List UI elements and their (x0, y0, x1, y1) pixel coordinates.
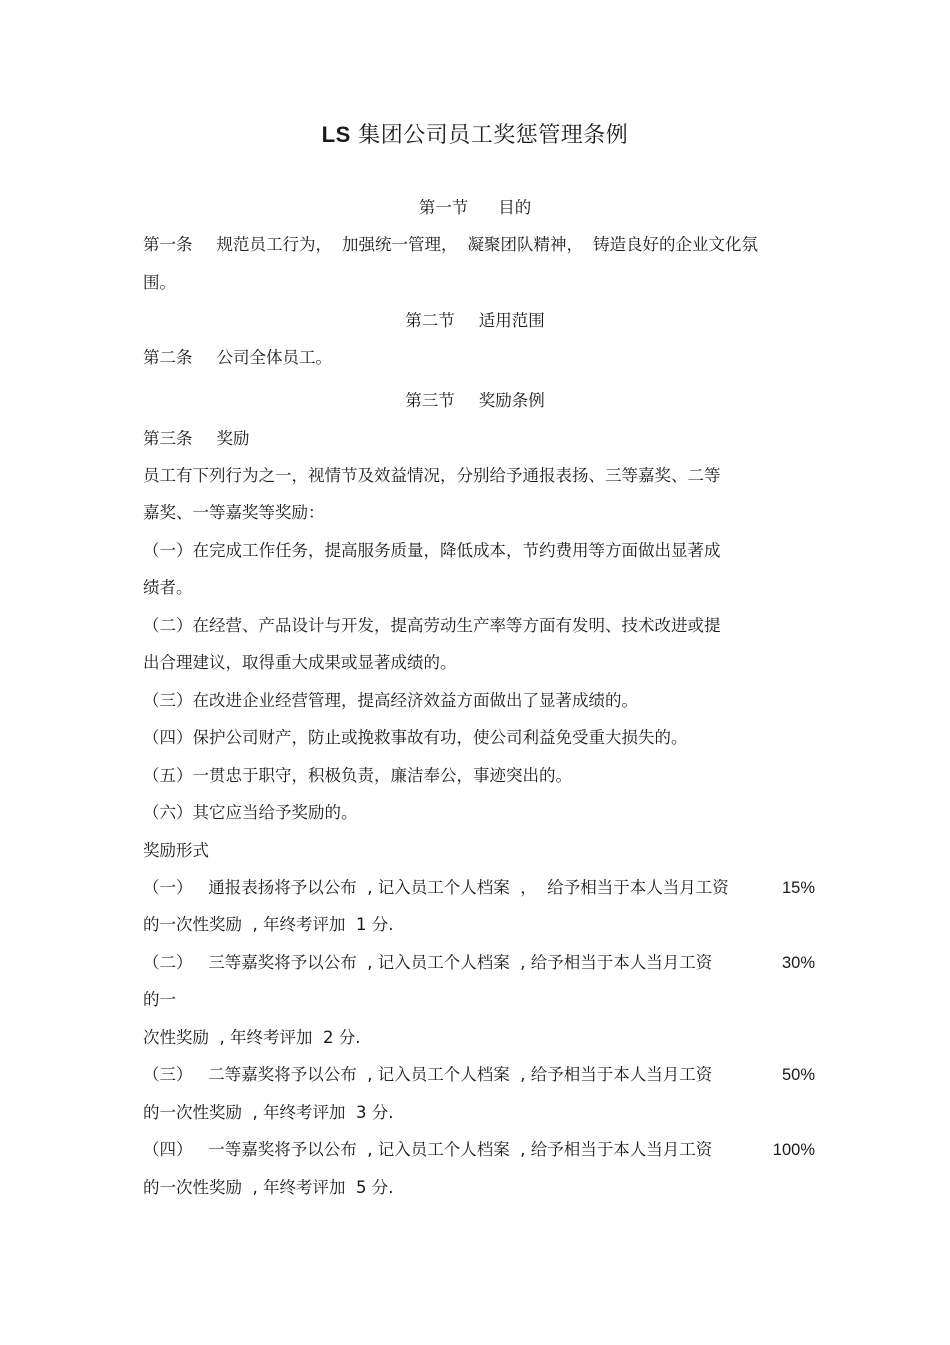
item-1-line-1: （一）在完成工作任务，提高服务质量，降低成本，节约费用等方面做出显著成 (143, 541, 721, 560)
article-1-part-3: 凝聚团队精神， (467, 235, 583, 254)
item-3: （三）在改进企业经营管理，提高经济效益方面做出了显著成绩的。 (143, 691, 638, 710)
form-2-line-1 (143, 951, 815, 975)
section-2-heading (0, 309, 950, 333)
title-latin: LS (321, 122, 351, 147)
form-2-line-3: 次性奖励 , 年终考评加 2 分. (143, 1028, 361, 1047)
item-4: （四）保护公司财产，防止或挽救事故有功，使公司利益免受重大损失的。 (143, 728, 688, 747)
form-3-text: （三） 二等嘉奖将予以公布 , 记入员工个人档案 , 给予相当于本人当月工资 (143, 1065, 713, 1084)
item-1-line-2: 绩者。 (143, 578, 193, 597)
section-3-heading (0, 389, 950, 413)
form-4-line-2: 的一次性奖励 , 年终考评加 5 分. (143, 1178, 394, 1197)
form-1-percent: 15% (781, 879, 815, 897)
article-1-label: 第一条 (143, 235, 193, 254)
section-3-number: 第三节 (405, 391, 455, 410)
intro-line-2: 嘉奖、一等嘉奖等奖励： (143, 503, 325, 522)
form-1-text: （一） 通报表扬将予以公布 , 记入员工个人档案 ， 给予相当于本人当月工资 (143, 878, 729, 897)
article-3 (143, 427, 250, 451)
article-2-text: 公司全体员工。 (216, 348, 332, 367)
article-3-text: 奖励 (216, 429, 250, 448)
document-title (0, 120, 950, 151)
article-1 (143, 233, 758, 257)
form-2-percent: 30% (781, 954, 815, 972)
item-5: （五）一贯忠于职守，积极负责，廉洁奉公，事迹突出的。 (143, 766, 572, 785)
section-1-number: 第一节 (418, 198, 469, 217)
article-2 (143, 346, 332, 370)
form-3-percent: 50% (781, 1066, 815, 1084)
section-1-heading (0, 196, 950, 220)
reward-forms-heading: 奖励形式 (143, 841, 209, 860)
item-2-line-1: （二）在经营、产品设计与开发，提高劳动生产率等方面有发明、技术改进或提 (143, 616, 721, 635)
section-2-name: 适用范围 (478, 311, 545, 330)
form-2-text: （二） 三等嘉奖将予以公布 , 记入员工个人档案 , 给予相当于本人当月工资 (143, 953, 713, 972)
form-3-line-2: 的一次性奖励 , 年终考评加 3 分. (143, 1103, 394, 1122)
title-text: 集团公司员工奖惩管理条例 (358, 123, 629, 148)
article-3-label: 第三条 (143, 429, 193, 448)
section-3-name: 奖励条例 (478, 391, 545, 410)
item-6: （六）其它应当给予奖励的。 (143, 803, 358, 822)
article-2-label: 第二条 (143, 348, 193, 367)
article-1-continuation: 围。 (143, 273, 176, 292)
form-4-line-1 (143, 1138, 815, 1162)
form-4-percent: 100% (772, 1141, 815, 1159)
form-3-line-1 (143, 1063, 815, 1087)
form-2-line-2: 的一 (143, 990, 176, 1009)
section-1-name: 目的 (498, 198, 532, 217)
intro-line-1: 员工有下列行为之一，视情节及效益情况，分别给予通报表扬、三等嘉奖、二等 (143, 466, 721, 485)
article-1-part-4: 铸造良好的企业文化氛 (593, 235, 758, 254)
article-1-part-1: 规范员工行为， (216, 235, 332, 254)
item-2-line-2: 出合理建议，取得重大成果或显著成绩的。 (143, 653, 457, 672)
form-1-line-1 (143, 876, 815, 900)
section-2-number: 第二节 (405, 311, 455, 330)
form-1-line-2: 的一次性奖励 , 年终考评加 1 分. (143, 915, 394, 934)
article-1-part-2: 加强统一管理， (342, 235, 458, 254)
form-4-text: （四） 一等嘉奖将予以公布 , 记入员工个人档案 , 给予相当于本人当月工资 (143, 1140, 713, 1159)
